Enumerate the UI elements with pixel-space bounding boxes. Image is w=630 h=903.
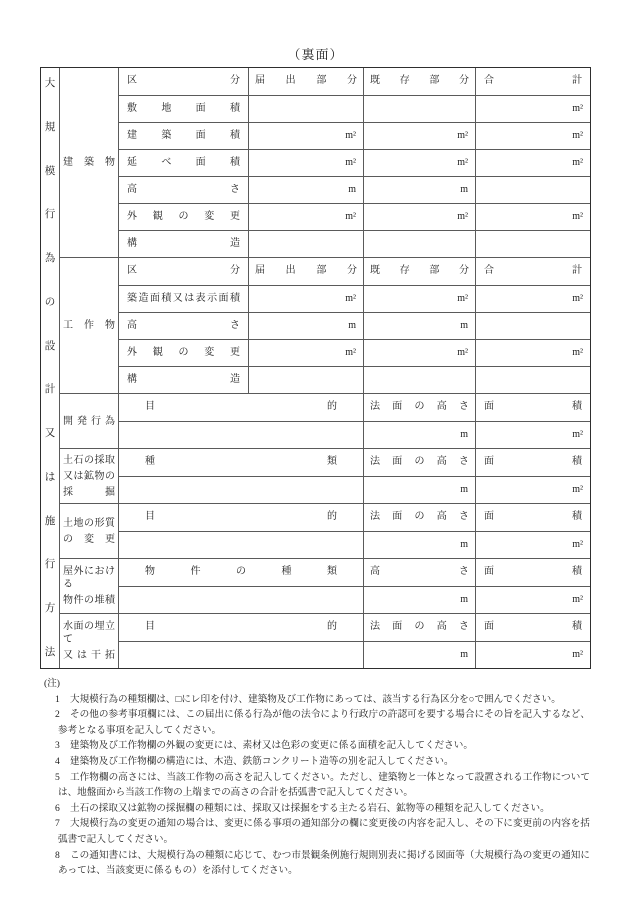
col-header-slope-height: 法面の高さ: [363, 394, 475, 421]
note-item: [55, 692, 590, 708]
table-row: [119, 476, 590, 503]
cell-area: m²: [475, 477, 590, 503]
section-land-alteration: [60, 503, 590, 558]
note-number: 1: [55, 693, 60, 705]
note-item: [55, 770, 590, 801]
note-text: 大規模行為の変更の通知の場合は、変更に係る事項の通知部分の欄に変更後の内容を記入し、その下に変更前の内容を括弧書で記入してください。: [58, 818, 590, 845]
section-label-text: 土石の採取: [63, 454, 115, 466]
cell-slope-height: m: [363, 477, 475, 503]
note-item: [55, 738, 590, 754]
cell-area: m²: [475, 422, 590, 448]
row-label: 高さ: [127, 184, 240, 195]
cell-notified: [248, 367, 363, 393]
col-header-slope-height: 法面の高さ: [363, 449, 475, 476]
cell-total: m²: [475, 123, 590, 149]
note-item: [55, 754, 590, 770]
section-label: [60, 258, 119, 393]
col-header-area: 面積: [475, 449, 590, 476]
row-label: 構造: [127, 374, 240, 385]
section-building: [60, 68, 590, 257]
section-rows: [119, 559, 590, 613]
table-row: [119, 586, 590, 613]
row-label: 延べ面積: [127, 157, 240, 168]
note-number: 7: [55, 818, 60, 830]
table-row: [119, 258, 590, 285]
cell-existing: m²: [363, 204, 475, 230]
table-row: [119, 614, 590, 641]
section-rows: [119, 258, 590, 393]
col-header-area: 面積: [475, 504, 590, 531]
row-label: 区分: [127, 75, 240, 86]
cell-kind: [119, 477, 363, 503]
table-main: [60, 68, 590, 668]
table-row: [119, 203, 590, 230]
section-label: [60, 449, 119, 503]
note-item: [55, 816, 590, 847]
cell-total: [475, 367, 590, 393]
section-label-text: 建築物: [63, 157, 115, 168]
table-row: [119, 531, 590, 558]
row-group-char: は: [44, 471, 56, 483]
note-text: 大規模行為の種類欄は、□にレ印を付け、建築物及び工作物にあっては、該当する行為区分を○で囲んでください。: [70, 693, 561, 705]
col-header-total: 合計: [475, 258, 590, 285]
section-label-text: 採掘: [63, 486, 115, 498]
col-header-slope-height: 法面の高さ: [363, 614, 475, 641]
col-header-area: 面積: [475, 559, 590, 586]
note-text: 建築物及び工作物欄の構造には、木造、鉄筋コンクリート造等の別を記入してください。: [70, 755, 454, 767]
row-group-char: 設: [44, 340, 56, 352]
col-header-purpose: 目的: [145, 511, 337, 522]
table-row: [119, 504, 590, 531]
col-header-purpose: 目的: [145, 621, 337, 632]
section-label-text: 又は干拓: [63, 650, 115, 661]
cell-total: m²: [475, 150, 590, 176]
row-group-column: [41, 68, 60, 668]
cell-existing: m²: [363, 286, 475, 312]
cell-area: m²: [475, 532, 590, 558]
section-label-text: 土地の形質: [63, 517, 115, 529]
row-group-char: 大: [44, 78, 56, 89]
section-rows: [119, 449, 590, 503]
cell-total: m²: [475, 204, 590, 230]
col-header-kind: 種類: [145, 456, 337, 467]
table-row: [119, 312, 590, 339]
note-number: 2: [55, 709, 60, 721]
cell-area: m²: [475, 642, 590, 668]
note-number: 5: [55, 771, 60, 783]
cell-existing: m²: [363, 150, 475, 176]
large-scale-act-table: [40, 67, 591, 669]
note-item: [55, 848, 590, 879]
col-header-area: 面積: [475, 614, 590, 641]
note-item: [55, 801, 590, 817]
cell-slope-height: m: [363, 642, 475, 668]
section-rows: [119, 68, 590, 257]
cell-notified: m: [248, 177, 363, 203]
section-label: [60, 504, 119, 558]
col-header-notified: 届出部分: [248, 258, 363, 285]
section-label: [60, 68, 119, 257]
col-header-slope-height: 法面の高さ: [363, 504, 475, 531]
row-group-char: 法: [44, 646, 56, 658]
page-title: （裏面）: [287, 47, 344, 62]
section-label-text: 又は鉱物の: [63, 470, 115, 482]
row-group-char: 為: [44, 253, 56, 265]
table-row: [119, 122, 590, 149]
cell-notified: m²: [248, 123, 363, 149]
section-development: [60, 393, 590, 448]
notes-title: (注): [44, 678, 60, 689]
row-group-char: 行: [44, 209, 56, 221]
row-group-char: 施: [44, 515, 56, 527]
row-label: 外観の変更: [127, 211, 240, 222]
section-label: [60, 614, 119, 668]
row-label: 建築面積: [127, 130, 240, 141]
cell-total: m²: [475, 340, 590, 366]
cell-area: m²: [475, 587, 590, 613]
cell-notified: m²: [248, 286, 363, 312]
cell-notified: m²: [248, 150, 363, 176]
note-number: 6: [55, 802, 60, 814]
cell-existing: m²: [363, 123, 475, 149]
col-header-object-kind: 物件の種類: [145, 566, 337, 577]
col-header-existing: 既存部分: [363, 68, 475, 95]
cell-height: m: [363, 587, 475, 613]
cell-slope-height: m: [363, 532, 475, 558]
cell-existing: [363, 96, 475, 122]
cell-notified: m²: [248, 340, 363, 366]
table-row: [119, 68, 590, 95]
col-header-area: 面積: [475, 394, 590, 421]
cell-purpose: [119, 642, 363, 668]
section-label-text: 水面の埋立て: [63, 621, 115, 645]
col-header-purpose: 目的: [145, 401, 337, 412]
note-number: 4: [55, 755, 60, 767]
section-reclamation: [60, 613, 590, 668]
table-row: [119, 95, 590, 122]
cell-object-kind: [119, 587, 363, 613]
section-label-text: の変更: [63, 533, 115, 545]
cell-notified: [248, 231, 363, 257]
table-row: [119, 285, 590, 312]
note-text: 建築物及び工作物欄の外観の変更には、素材又は色彩の変更に係る面積を記入してください。: [70, 740, 473, 752]
cell-total: [475, 313, 590, 339]
note-text: この通知書には、大規模行為の種類に応じて、むつ市景観条例施行規則別表に掲げる図面等（大規模行為の変更の通知にあっては、当該変更に係るもの）を添付してください。: [58, 849, 590, 877]
cell-slope-height: m: [363, 422, 475, 448]
cell-existing: [363, 367, 475, 393]
table-row: [119, 559, 590, 586]
section-structure: [60, 257, 590, 393]
cell-purpose: [119, 532, 363, 558]
note-text: 土石の採取又は鉱物の採掘欄の種類には、採取又は採掘をする主たる岩石、鉱物等の種類を記入してください。: [70, 802, 550, 814]
row-label: 区分: [127, 265, 240, 276]
cell-total: m²: [475, 96, 590, 122]
note-text: 工作物欄の高さには、当該工作物の高さを記入してください。ただし、建築物と一体となって設置される工作物については、地盤面から当該工作物の上端までの高さの合計を括弧書で記入してください。: [58, 771, 590, 799]
table-row: [119, 149, 590, 176]
row-group-char: 行: [44, 559, 56, 571]
row-label: 敷地面積: [127, 103, 240, 114]
section-label: [60, 394, 119, 448]
row-group-char: の: [44, 296, 56, 308]
cell-total: [475, 177, 590, 203]
table-row: [119, 230, 590, 257]
note-item: [55, 707, 590, 738]
table-row: [119, 421, 590, 448]
cell-notified: m: [248, 313, 363, 339]
row-label: 外観の変更: [127, 347, 240, 358]
cell-existing: m: [363, 313, 475, 339]
note-number: 3: [55, 740, 60, 752]
section-quarrying: [60, 448, 590, 503]
row-label: 築造面積又は表示面積: [127, 293, 240, 304]
section-rows: [119, 504, 590, 558]
row-group-char: 計: [44, 384, 56, 396]
table-row: [119, 449, 590, 476]
cell-purpose: [119, 422, 363, 448]
row-group-char: 規: [44, 121, 56, 133]
row-group-char: 又: [44, 428, 56, 440]
cell-existing: m: [363, 177, 475, 203]
cell-total: [475, 231, 590, 257]
row-label: 高さ: [127, 320, 240, 331]
col-header-total: 合計: [475, 68, 590, 95]
section-label-text: 開発行為: [63, 415, 115, 427]
col-header-height: 高さ: [363, 559, 475, 586]
cell-notified: m²: [248, 204, 363, 230]
row-group-char: 模: [44, 165, 56, 177]
col-header-existing: 既存部分: [363, 258, 475, 285]
table-row: [119, 641, 590, 668]
cell-total: m²: [475, 286, 590, 312]
section-label-text: 工作物: [63, 320, 115, 331]
notes-section: [42, 676, 590, 879]
note-text: その他の参考事項欄には、この届出に係る行為が他の法令により行政庁の許認可を要する場合にその旨を記入するなど、参考となる事項を記入してください。: [58, 709, 590, 736]
section-outdoor-storage: [60, 558, 590, 613]
section-label-text: 物件の堆積: [63, 595, 115, 606]
table-row: [119, 176, 590, 203]
section-rows: [119, 394, 590, 448]
section-label: [60, 559, 119, 613]
row-group-char: 方: [44, 603, 56, 615]
table-row: [119, 366, 590, 393]
table-row: [119, 339, 590, 366]
section-rows: [119, 614, 590, 668]
cell-existing: m²: [363, 340, 475, 366]
cell-notified: [248, 96, 363, 122]
table-row: [119, 394, 590, 421]
row-label: 構造: [127, 238, 240, 249]
col-header-notified: 届出部分: [248, 68, 363, 95]
note-number: 8: [55, 849, 60, 861]
section-label-text: 屋外における: [63, 566, 115, 590]
cell-existing: [363, 231, 475, 257]
